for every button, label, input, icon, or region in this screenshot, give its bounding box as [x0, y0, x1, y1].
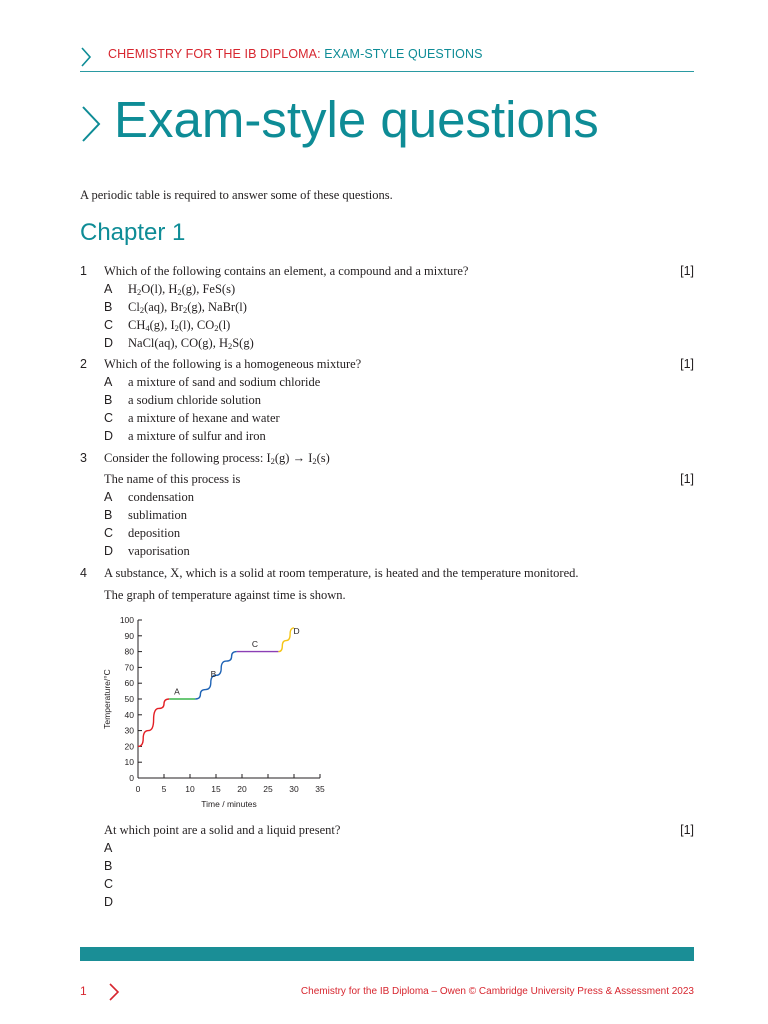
option-text: vaporisation	[128, 544, 190, 558]
option-letter: A	[104, 282, 113, 296]
option-letter: B	[104, 300, 113, 314]
chevron-right-icon	[80, 46, 92, 68]
option-text: $CH_4(g)$, $I_2(l)$, $CO_2(l)$	[128, 318, 231, 333]
intro-text: A periodic table is required to answer some of these questions.	[80, 188, 393, 202]
y-tick-label: 80	[124, 646, 134, 657]
option-text: sublimation	[128, 508, 188, 522]
marks: [1]	[680, 264, 694, 278]
question-number: 1	[80, 264, 87, 278]
x-tick-label: 10	[185, 784, 195, 794]
question-prompt: At which point are a solid and a liquid present?	[104, 823, 341, 837]
chapter-heading: Chapter 1	[80, 219, 186, 246]
option-letter: A	[104, 841, 113, 855]
y-tick-label: 30	[124, 725, 134, 736]
y-tick-label: 70	[124, 662, 134, 673]
question-text: Which of the following contains an element, a compound and a mixture?	[104, 264, 469, 278]
y-tick-label: 50	[124, 694, 134, 704]
x-tick-label: 35	[315, 784, 325, 794]
option-text: condensation	[128, 490, 194, 504]
point-label: D	[293, 626, 300, 637]
y-tick-label: 90	[124, 630, 134, 641]
option-letter: A	[104, 490, 113, 504]
footer-bar	[80, 947, 694, 961]
option-text: a mixture of hexane and water	[128, 411, 280, 425]
option-text: $H_2O(l)$, $H_2(g)$, FeS(s)	[128, 282, 236, 297]
marks: [1]	[680, 823, 694, 837]
temperature-time-chart	[100, 612, 340, 812]
y-tick-label: 40	[124, 709, 134, 720]
header-book-title: CHEMISTRY FOR THE IB DIPLOMA:	[108, 47, 321, 61]
option-text: a mixture of sulfur and iron	[128, 429, 266, 443]
footer-credit: Chemistry for the IB Diploma – Owen © Cambridge University Press & Assessment 2023	[300, 986, 694, 997]
point-label: C	[251, 638, 259, 649]
option-letter: C	[104, 318, 114, 332]
header-section: EXAM-STYLE QUESTIONS	[324, 47, 483, 61]
option-text: NaCl(aq), CO(g), $H_2S(g)$	[128, 336, 254, 351]
option-letter: C	[104, 526, 114, 540]
option-letter: D	[104, 895, 114, 909]
header-rule	[80, 71, 694, 72]
x-tick-label: 20	[237, 784, 247, 794]
option-letter: C	[104, 877, 114, 891]
option-text: $Cl_2(aq)$, $Br_2(g)$, NaBr(l)	[128, 300, 247, 315]
marks: [1]	[680, 472, 694, 486]
y-axis-label: Temperature/°C	[102, 669, 112, 729]
x-tick-label: 5	[161, 784, 167, 794]
option-letter: D	[104, 429, 114, 443]
y-tick-label: 100	[119, 615, 134, 625]
y-tick-label: 0	[129, 773, 134, 783]
question-subtext: The name of this process is	[104, 472, 241, 486]
marks: [1]	[680, 357, 694, 371]
page-title: Exam-style questions	[114, 91, 599, 148]
question-text: A substance, X, which is a solid at room temperature, is heated and the temperature monitored.	[104, 566, 579, 580]
option-text: deposition	[128, 526, 181, 540]
option-text: a mixture of sand and sodium chloride	[128, 375, 321, 389]
x-tick-label: 30	[289, 784, 299, 794]
point-label: A	[174, 686, 180, 697]
x-axis-label: Time / minutes	[201, 799, 257, 809]
option-letter: B	[104, 508, 113, 522]
header-title	[108, 47, 483, 61]
option-letter: C	[104, 411, 114, 425]
point-label: B	[210, 668, 217, 679]
option-letter: D	[104, 544, 114, 558]
question-text: Consider the following process: $I_2(g) \to I_2(s)$	[104, 451, 330, 466]
option-letter: B	[104, 393, 113, 407]
series-line	[138, 699, 169, 746]
question-number: 4	[80, 566, 87, 580]
option-text: a sodium chloride solution	[128, 393, 261, 407]
running-header	[80, 44, 694, 72]
page-number: 1	[80, 984, 87, 998]
y-tick-label: 60	[124, 678, 134, 689]
option-letter: A	[104, 375, 113, 389]
y-tick-label: 20	[124, 741, 134, 752]
x-tick-label: 0	[135, 784, 141, 794]
question-number: 2	[80, 357, 87, 371]
x-tick-label: 25	[263, 784, 273, 794]
series-line	[278, 628, 294, 652]
x-tick-label: 15	[211, 784, 221, 794]
option-letter: B	[104, 859, 113, 873]
question-number: 3	[80, 451, 87, 465]
option-letter: D	[104, 336, 114, 350]
question-subtext: The graph of temperature against time is shown.	[104, 588, 346, 602]
chevron-right-icon	[108, 982, 120, 1002]
y-tick-label: 10	[124, 757, 134, 768]
chevron-right-icon	[80, 104, 102, 144]
question-text: Which of the following is a homogeneous mixture?	[104, 357, 362, 371]
